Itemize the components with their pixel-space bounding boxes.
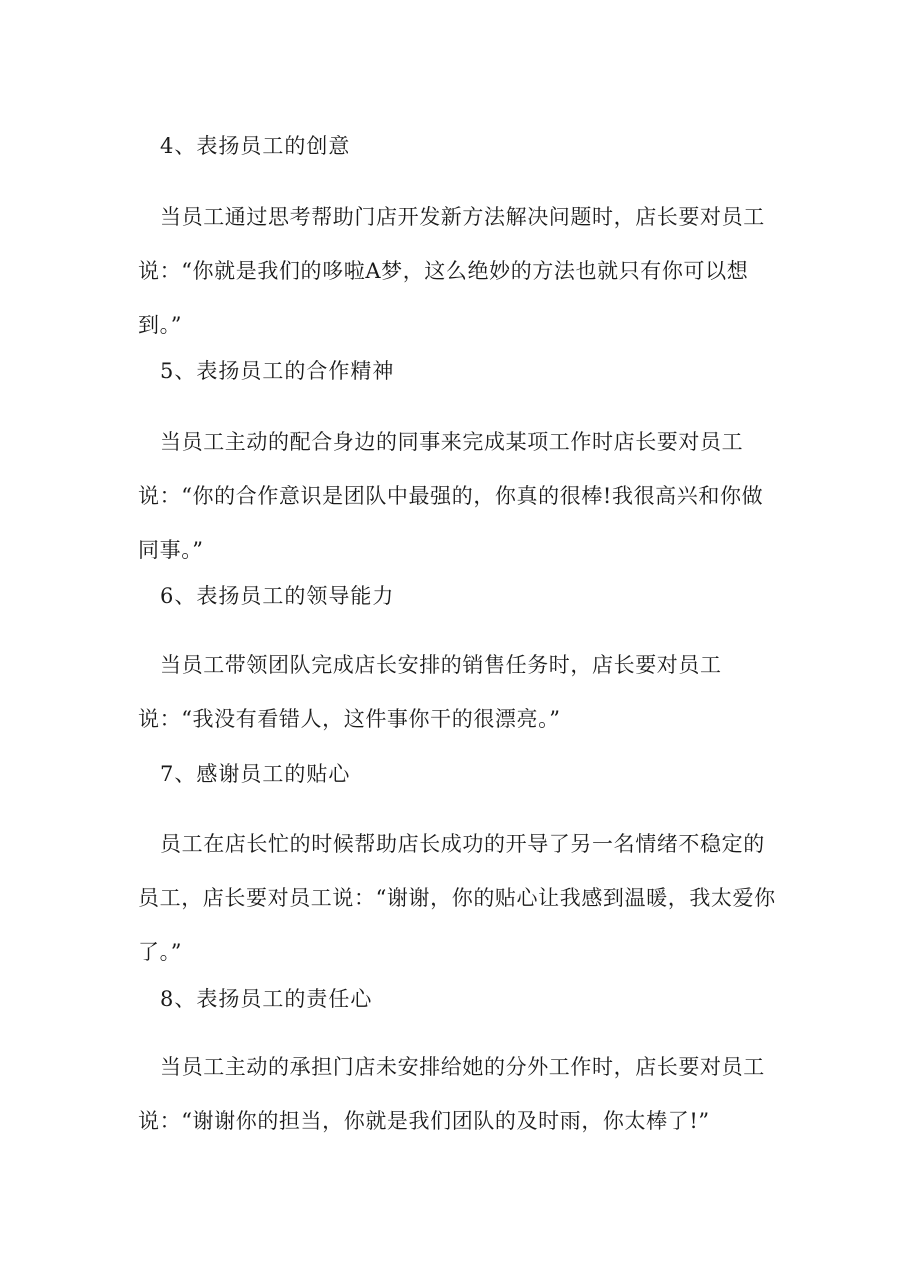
section-heading-5: 5、表扬员工的合作精神 (160, 359, 395, 383)
section-heading-4: 4、表扬员工的创意 (160, 134, 351, 158)
section-paragraph-8: 当员工主动的承担门店未安排给她的分外工作时，店长要对员工说：“谢谢你的担当，你就是我们团队的及时雨，你太棒了!” (138, 1055, 765, 1133)
section-paragraph-4: 当员工通过思考帮助门店开发新方法解决问题时，店长要对员工说：“你就是我们的哆啦A梦，这么绝妙的方法也就只有你可以想到。” (138, 205, 765, 337)
section-heading-6: 6、表扬员工的领导能力 (160, 584, 395, 608)
section-paragraph-7: 员工在店长忙的时候帮助店长成功的开导了另一名情绪不稳定的员工，店长要对员工说：“谢谢，你的贴心让我感到温暖，我太爱你了。” (138, 832, 776, 964)
section-paragraph-5: 当员工主动的配合身边的同事来完成某项工作时店长要对员工说：“你的合作意识是团队中最强的，你真的很棒!我很高兴和你做同事。” (138, 430, 764, 562)
section-heading-8: 8、表扬员工的责任心 (160, 987, 373, 1011)
section-heading-7: 7、感谢员工的贴心 (160, 762, 351, 786)
section-paragraph-6: 当员工带领团队完成店长安排的销售任务时，店长要对员工说：“我没有看错人，这件事你干的很漂亮。” (138, 653, 722, 731)
